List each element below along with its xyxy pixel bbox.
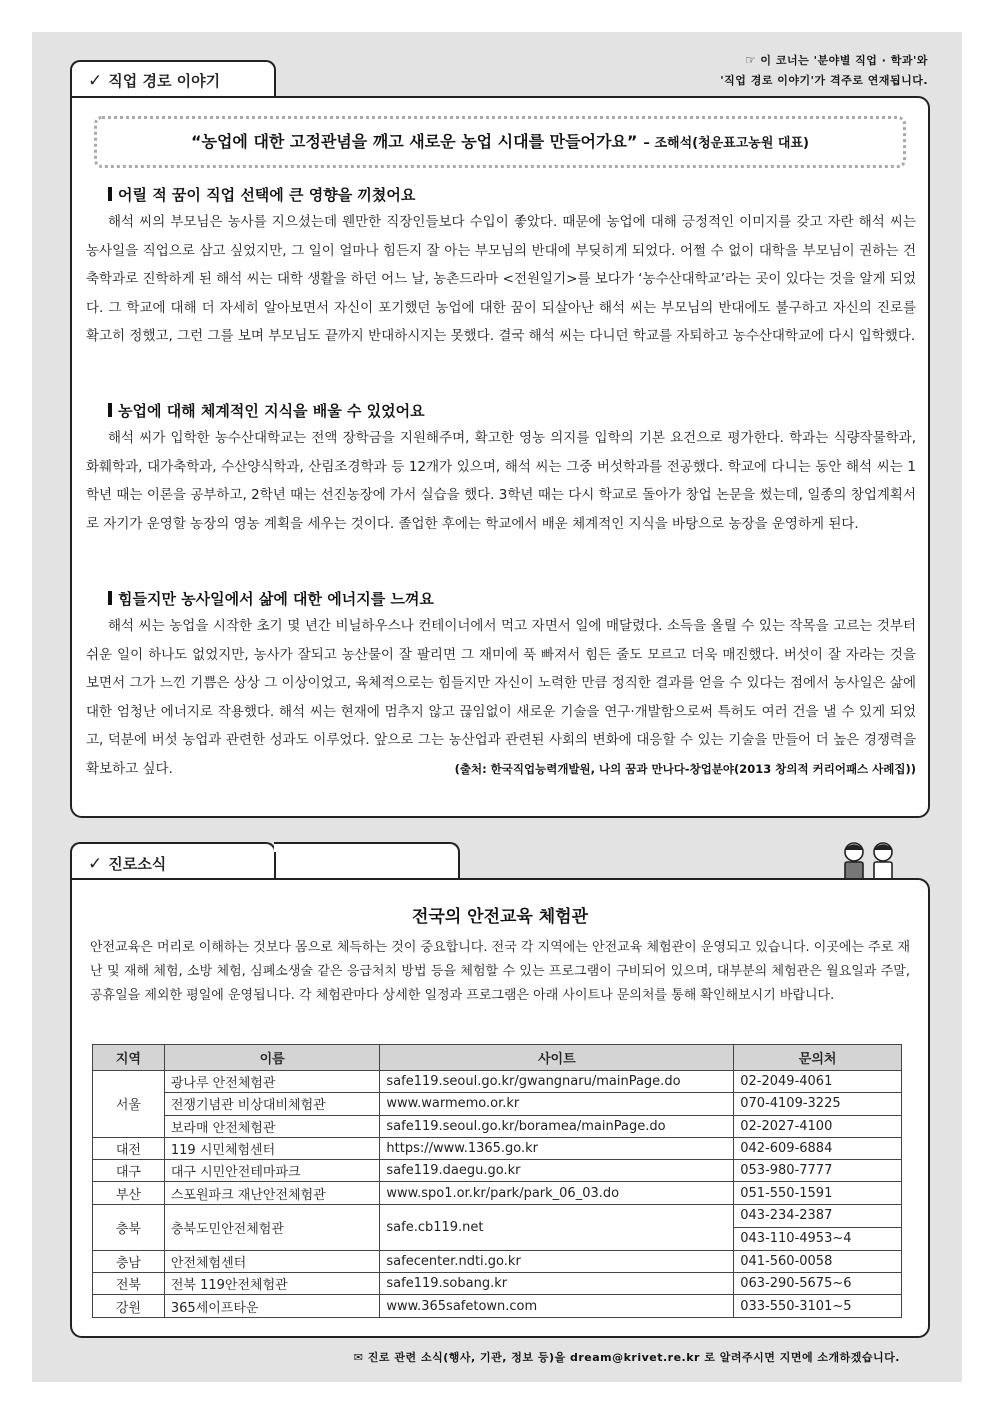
table-row (93, 1137, 902, 1159)
cell-name: 전쟁기념관 비상대비체험관 (164, 1093, 380, 1115)
table-row (93, 1093, 902, 1115)
section-heading-1 (108, 184, 415, 205)
section-heading-3 (108, 588, 434, 609)
pointing-hand-icon: ☞ (745, 53, 757, 67)
cell-name: 안전체험센터 (164, 1250, 380, 1272)
cell-phone: 053-980-7777 (734, 1160, 902, 1182)
section-heading-2-text: 농업에 대해 체계적인 지식을 배울 수 있었어요 (118, 402, 425, 420)
section-body-3 (86, 612, 916, 783)
footer-note-text: 진로 관련 소식(행사, 기관, 정보 등)을 dream@krivet.re.kr 로 알려주시면 지면에 소개하겠습니다. (367, 1351, 900, 1364)
tab-career-story-label: 직업 경로 이야기 (108, 72, 221, 90)
heading-bar-icon (108, 403, 112, 417)
news-body: 안전교육은 머리로 이해하는 것보다 몸으로 체득하는 것이 중요합니다. 전국 각 지역에는 안전교육 체험관이 운영되고 있습니다. 이곳에는 주로 재난 및 재해 체험, 소방 체험, 심폐소생술 같은 응급처치 방법 등을 체험할 수 있는 프로그램이 구비되어 있으며, 대부분의 체험관은 월요일과 주말, 공휴일을 제외한 평일에 운영됩니다. 각 체험관마다 상세한 일정과 프로그램은 아래 사이트나 문의처를 통해 확인해보시기 바랍니다. (90, 940, 910, 1003)
cell-site: www.warmemo.or.kr (380, 1093, 734, 1115)
section-body-2-text: 해석 씨가 입학한 농수산대학교는 전액 장학금을 지원해주며, 확고한 영농 의지를 입학의 기본 요건으로 평가한다. 학과는 식량작물학과, 화훼학과, 대가축학과, 수산양식학과, 산림조경학과 등 12개가 있으며, 해석 씨는 그중 버섯학과를 전공했다. 학교에 다니는 동안 해석 씨는 1학년 때는 이론을 공부하고, 2학년 때는 선진농장에 가서 실습을 했다. 3학년 때는 다시 학교로 돌아가 창업 논문을 썼는데, 일종의 창업계획서로 자기가 운영할 농장의 영농 계획을 세우는 것이다. 졸업한 후에는 학교에서 배운 체계적인 지식을 바탕으로 농장을 운영하게 된다. (86, 430, 916, 532)
table-row (93, 1071, 902, 1093)
section-heading-1-text: 어릴 적 꿈이 직업 선택에 큰 영향을 끼쳤어요 (118, 186, 416, 204)
cell-site: safe119.seoul.go.kr/boramea/mainPage.do (380, 1115, 734, 1137)
cell-phone: 063-290-5675~6 (734, 1273, 902, 1295)
col-header-contact: 문의처 (734, 1045, 902, 1071)
quote-text: “농업에 대한 고정관념을 깨고 새로운 농업 시대를 만들어가요” (190, 132, 638, 151)
col-header-site: 사이트 (380, 1045, 734, 1071)
cell-phone (734, 1204, 902, 1250)
career-news-panel (70, 878, 930, 1338)
series-note-line2: '직업 경로 이야기'가 격주로 연재됩니다. (720, 74, 928, 87)
cell-site: https://www.1365.go.kr (380, 1137, 734, 1159)
table-row (93, 1160, 902, 1182)
cell-name: 365세이프타운 (164, 1295, 380, 1317)
cell-region: 충남 (93, 1250, 165, 1272)
table-row (93, 1250, 902, 1272)
series-note-line1: 이 코너는 '분야별 직업 · 학과'와 (760, 54, 928, 67)
section-heading-3-text: 힘들지만 농사일에서 삶에 대한 에너지를 느껴요 (118, 590, 434, 608)
cell-phone: 033-550-3101~5 (734, 1295, 902, 1317)
career-story-panel (70, 96, 930, 818)
cell-name: 보라매 안전체험관 (164, 1115, 380, 1137)
cell-site: safe119.seoul.go.kr/gwangnaru/mainPage.do (380, 1071, 734, 1093)
cell-region: 서울 (93, 1071, 165, 1138)
news-title: 전국의 안전교육 체험관 (411, 907, 589, 927)
check-icon: ✓ (88, 854, 103, 874)
tab-career-news (70, 842, 276, 882)
cell-region: 대구 (93, 1160, 165, 1182)
cell-phone: 051-550-1591 (734, 1182, 902, 1204)
series-note (548, 50, 928, 91)
cell-region: 강원 (93, 1295, 165, 1317)
table-row (93, 1273, 902, 1295)
envelope-icon: ✉ (353, 1351, 364, 1364)
cell-site: www.365safetown.com (380, 1295, 734, 1317)
source-citation: (출처: 한국직업능력개발원, 나의 꿈과 만나다-창업분야(2013 창의적 커리어패스 사례집)) (454, 761, 916, 776)
quote-banner (94, 116, 906, 168)
tab-career-story (70, 60, 276, 98)
cell-phone: 02-2049-4061 (734, 1071, 902, 1093)
footer-note (160, 1349, 900, 1365)
tab-extension (274, 842, 460, 878)
cell-phone-line: 043-110-4953~4 (734, 1227, 901, 1250)
cell-name: 전북 119안전체험관 (164, 1273, 380, 1295)
cell-phone: 042-609-6884 (734, 1137, 902, 1159)
cell-phone: 02-2027-4100 (734, 1115, 902, 1137)
heading-bar-icon (108, 591, 112, 605)
cell-site: safe119.daegu.go.kr (380, 1160, 734, 1182)
table-body (93, 1071, 902, 1318)
cell-site: safe119.sobang.kr (380, 1273, 734, 1295)
cell-site: www.spo1.or.kr/park/park_06_03.do (380, 1182, 734, 1204)
cell-region: 전북 (93, 1273, 165, 1295)
cell-name: 스포원파크 재난안전체험관 (164, 1182, 380, 1204)
cell-site: safe.cb119.net (380, 1204, 734, 1250)
cell-name: 119 시민체험센터 (164, 1137, 380, 1159)
quote-author: – 조해석(청운표고농원 대표) (643, 136, 809, 151)
section-body-1 (86, 208, 916, 351)
cell-name: 대구 시민안전테마파크 (164, 1160, 380, 1182)
check-icon: ✓ (88, 71, 103, 91)
table-row (93, 1182, 902, 1204)
cell-site: safecenter.ndti.go.kr (380, 1250, 734, 1272)
section-body-3-text: 해석 씨는 농업을 시작한 초기 몇 년간 비닐하우스나 컨테이너에서 먹고 자면서 일에 매달렸다. 소득을 올릴 수 있는 작목을 고르는 것부터 쉬운 일이 하나도 없었지만, 농사가 잘되고 농산물이 잘 팔리면 그 재미에 푹 빠져서 힘든 줄도 모르고 더욱 매진했다. 버섯이 잘 자라는 것을 보면서 그가 느낀 기쁨은 상상 그 이상이었고, 육체적으로는 힘들지만 자신이 노력한 만큼 정직한 결과를 얻을 수 있다는 점에서 농사일은 삶에 대한 엄청난 에너지로 작용했다. 해석 씨는 현재에 멈추지 않고 끊임없이 새로운 기술을 연구·개발함으로써 특허도 여러 건을 낼 수 있게 되었고, 덕분에 버섯 농업과 관련한 성과도 이루었다. 앞으로 그는 농산업과 관련된 사회의 변화에 대응할 수 있는 기술을 만들어 더 높은 경쟁력을 확보하고 싶다. (86, 618, 916, 777)
safety-center-table (92, 1044, 902, 1318)
col-header-name: 이름 (164, 1045, 380, 1071)
cell-region: 부산 (93, 1182, 165, 1204)
cell-phone: 070-4109-3225 (734, 1093, 902, 1115)
cell-phone: 041-560-0058 (734, 1250, 902, 1272)
heading-bar-icon (108, 187, 112, 201)
cell-name: 충북도민안전체험관 (164, 1204, 380, 1250)
section-body-2 (86, 424, 916, 538)
section-body-1-text: 해석 씨의 부모님은 농사를 지으셨는데 웬만한 직장인들보다 수입이 좋았다. 때문에 농업에 대해 긍정적인 이미지를 갖고 자란 해석 씨는 농사일을 직업으로 삼고 싶었지만, 그 일이 얼마나 힘든지 잘 아는 부모님의 반대에 부딪히게 되었다. 어쩔 수 없이 대학을 부모님이 권하는 건축학과로 진학하게 된 해석 씨는 대학 생활을 하던 어느 날, 농촌드라마 <전원일기>를 보다가 ‘농수산대학교’라는 곳이 있다는 것을 알게 되었다. 그 학교에 대해 더 자세히 알아보면서 자신이 포기했던 농업에 대한 꿈이 되살아난 해석 씨는 부모님의 반대에도 불구하고 자신의 진로를 확고히 정했고, 그런 그를 보며 부모님도 끝까지 반대하시지는 못했다. 결국 해석 씨는 다니던 학교를 자퇴하고 농수산대학교에 다시 입학했다. (86, 214, 916, 344)
cell-name: 광나루 안전체험관 (164, 1071, 380, 1093)
section-heading-2 (108, 400, 425, 421)
cell-phone-line: 043-234-2387 (740, 1207, 833, 1223)
col-header-region: 지역 (93, 1045, 165, 1071)
tab-career-news-label: 진로소식 (108, 855, 167, 873)
cell-region: 대전 (93, 1137, 165, 1159)
table-row (93, 1204, 902, 1250)
cell-region: 충북 (93, 1204, 165, 1250)
table-row (93, 1295, 902, 1317)
table-row (93, 1115, 902, 1137)
table-header-row (93, 1045, 902, 1071)
